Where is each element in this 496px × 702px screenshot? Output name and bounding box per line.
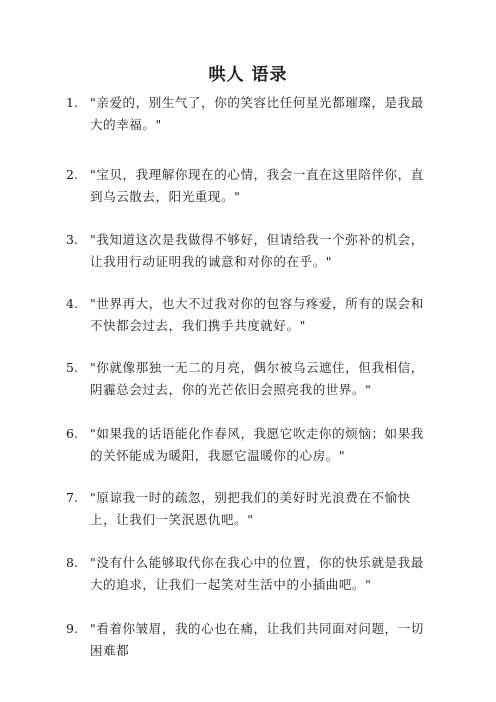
quote-number: 8. — [66, 555, 78, 570]
quote-text: "看着你皱眉，我的心也在痛，让我们共同面对问题，一切困难都 — [90, 621, 424, 658]
quote-text: "你就像那独一无二的月亮，偶尔被乌云遮住，但我相信，阴霾总会过去，你的光芒依旧会照亮我的世界。" — [90, 360, 424, 397]
quote-number: 4. — [66, 296, 78, 311]
quote-text: "原谅我一时的疏忽，别把我们的美好时光浪费在不愉快上，让我们一笑泯恩仇吧。" — [90, 490, 411, 527]
quote-number: 9. — [66, 621, 78, 636]
quote-item — [66, 552, 436, 596]
quote-item — [66, 164, 436, 208]
quote-item — [66, 357, 436, 401]
quote-number: 3. — [66, 232, 78, 247]
quote-text: "世界再大，也大不过我对你的包容与疼爱，所有的误会和不快都会过去，我们携手共度就好。" — [90, 296, 424, 333]
quote-number: 5. — [66, 360, 78, 375]
quote-text: "亲爱的，别生气了，你的笑容比任何星光都璀璨，是我最大的幸福。" — [90, 95, 424, 132]
quote-item — [66, 229, 436, 273]
quote-text: "没有什么能够取代你在我心中的位置，你的快乐就是我最大的追求，让我们一起笑对生活中的小插曲吧。" — [90, 555, 424, 592]
quote-number: 7. — [66, 490, 78, 505]
document-title: 哄人 语录 — [208, 65, 288, 85]
quote-number: 1. — [66, 95, 78, 110]
quote-number: 6. — [66, 426, 78, 441]
quote-text: "宝贝，我理解你现在的心情，我会一直在这里陪伴你，直到乌云散去，阳光重现。" — [90, 167, 424, 204]
quote-item — [66, 618, 436, 662]
quote-item — [66, 487, 436, 531]
quote-text: "如果我的话语能化作春风，我愿它吹走你的烦恼；如果我的关怀能成为暖阳，我愿它温暖你的心房。" — [90, 426, 424, 463]
quote-item — [66, 293, 436, 337]
quote-item — [66, 423, 436, 467]
quote-item — [66, 92, 436, 136]
quote-number: 2. — [66, 167, 78, 182]
quote-text: "我知道这次是我做得不够好，但请给我一个弥补的机会，让我用行动证明我的诚意和对你的在乎。" — [90, 232, 424, 269]
